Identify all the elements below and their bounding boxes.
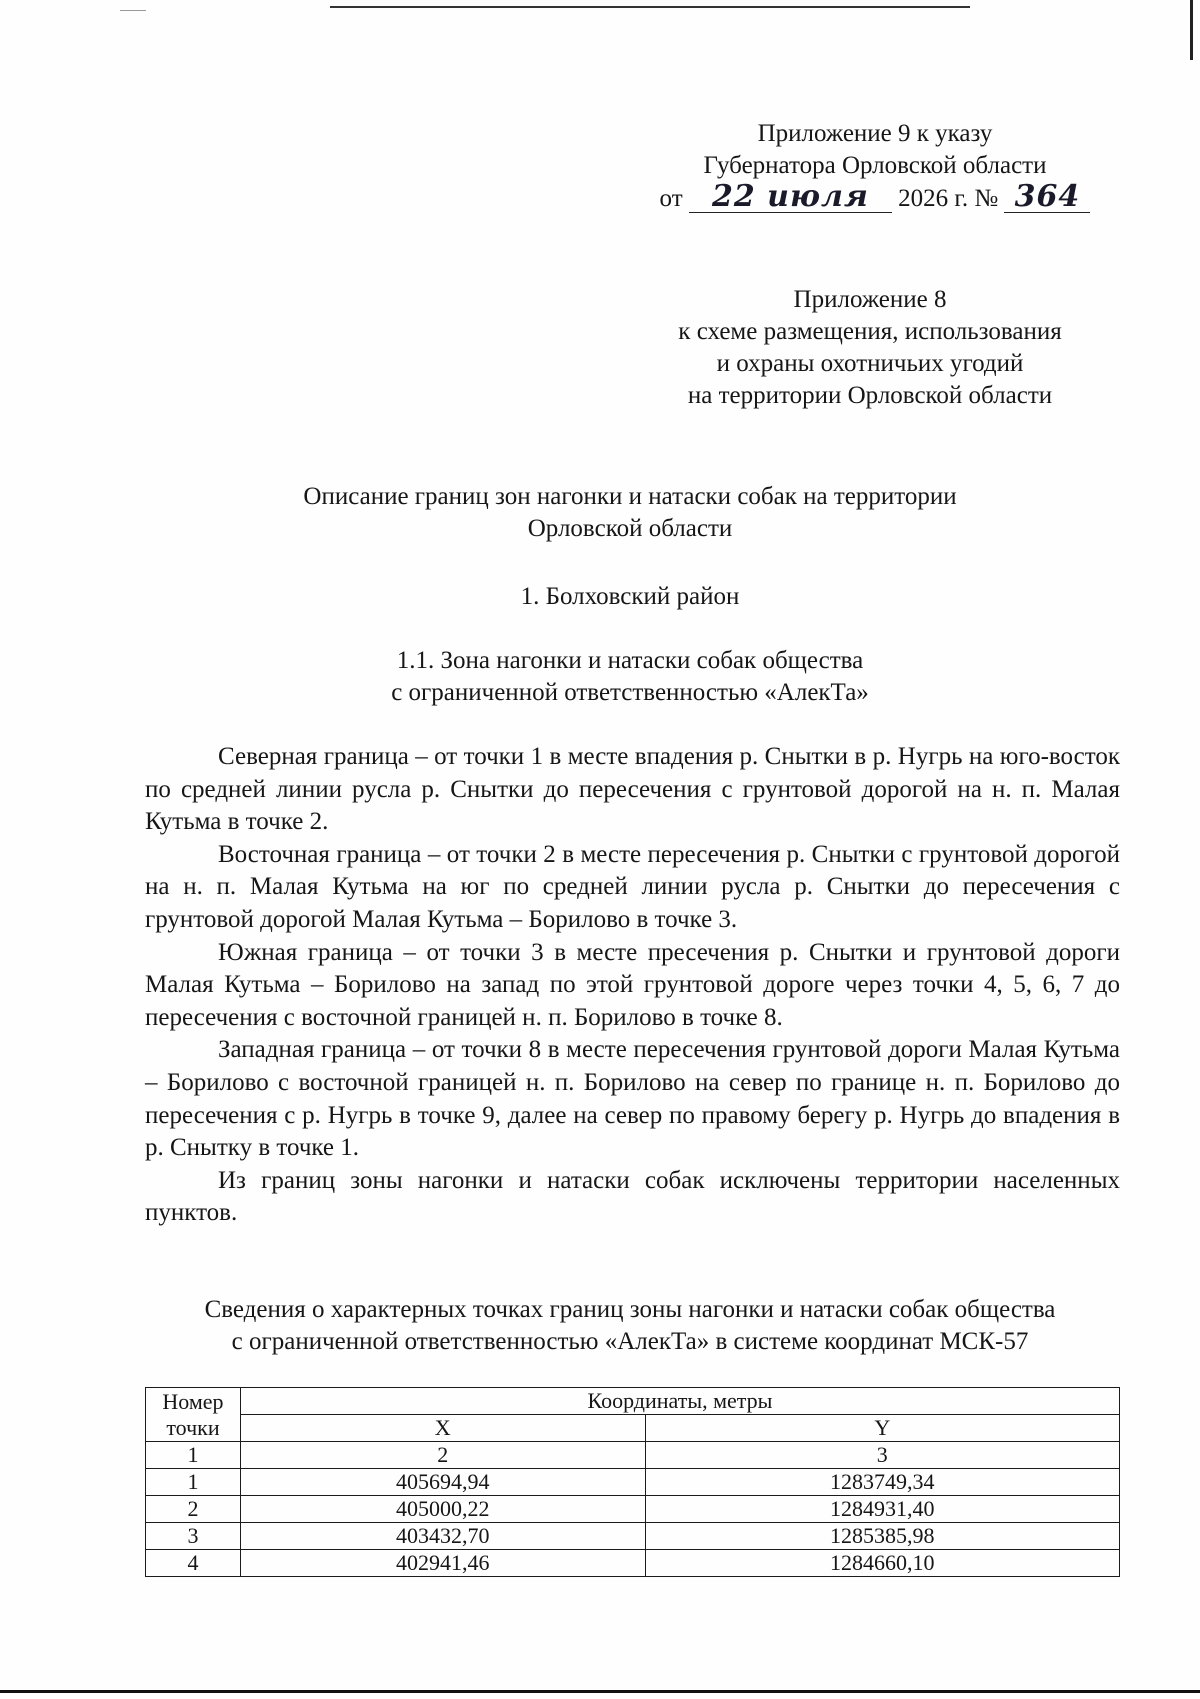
appendix-9-line: Приложение 9 к указу — [757, 120, 993, 147]
scan-edge-line — [0, 1690, 1200, 1693]
point-number-header-line: точки — [166, 1414, 220, 1440]
point-number-header — [146, 1388, 241, 1442]
coordinates-header: Координаты, метры — [240, 1388, 1119, 1415]
northern-boundary-paragraph: Северная граница – от точки 1 в месте впадения р. Снытки в р. Нугрь на юго-восток по средней линии русла р. Снытки до пересечения с грунтовой дорогой на н. п. Малая Кутьма в точке 2. — [145, 743, 1120, 836]
scan-mark — [120, 10, 146, 11]
handwritten-date: 22 июля — [689, 182, 892, 213]
eastern-boundary-paragraph: Восточная граница – от точки 2 в месте пересечения р. Снытки с грунтовой дорогой на н. п. Малая Кутьма на юг по средней линии русла р. Снытки до пересечения с грунтовой дорогой Малая Кутьма – Борилово в точке 3. — [145, 840, 1120, 933]
western-boundary-paragraph: Западная граница – от точки 8 в месте пересечения грунтовой дороги Малая Кутьма – Борилово с восточной границей н. п. Борилово на север по границе н. п. Борилово до пересечения с р. Нугрь в точке 9, далее на север по правому берегу р. Нугрь до впадения в р. Снытку в точке 1. — [145, 1036, 1120, 1162]
appendix-9-header — [610, 118, 1140, 215]
table-row — [146, 1550, 1120, 1577]
handwritten-decree-number: 364 — [1004, 182, 1090, 213]
column-number: 2 — [240, 1442, 645, 1469]
document-title-line: Описание границ зон нагонки и натаски собак на территории — [303, 483, 957, 510]
x-coordinate-cell: 403432,70 — [240, 1523, 645, 1550]
x-coordinate-cell: 405694,94 — [240, 1469, 645, 1496]
appendix-8-line: к схеме размещения, использования — [678, 318, 1062, 345]
coordinates-table — [145, 1387, 1120, 1577]
table-row — [146, 1523, 1120, 1550]
y-coordinate-cell: 1283749,34 — [645, 1469, 1119, 1496]
southern-boundary-paragraph: Южная граница – от точки 3 в месте пресечения р. Снытки и грунтовой дороги Малая Кутьма – Борилово на запад по этой грунтовой дороге через точки 4, 5, 6, 7 до пересечения с восточной границей н. п. Борилово в точке 8. — [145, 938, 1120, 1031]
table-header-row — [146, 1415, 1120, 1442]
table-header-row — [146, 1388, 1120, 1415]
appendix-8-line: и охраны охотничьих угодий — [716, 350, 1024, 377]
boundary-description — [145, 741, 1120, 1230]
date-prefix: от — [659, 185, 683, 212]
point-number-cell: 2 — [146, 1496, 241, 1523]
scan-edge-line — [330, 6, 970, 8]
table-caption — [130, 1294, 1130, 1358]
point-number-header-line: Номер — [162, 1388, 224, 1414]
x-header: X — [240, 1415, 645, 1442]
column-number: 1 — [146, 1442, 241, 1469]
appendix-9-line: Губернатора Орловской области — [703, 152, 1047, 179]
point-number-cell: 1 — [146, 1469, 241, 1496]
point-number-cell: 3 — [146, 1523, 241, 1550]
scan-edge-line — [1190, 0, 1193, 60]
decree-date-line — [610, 179, 1140, 215]
y-coordinate-cell: 1285385,98 — [645, 1523, 1119, 1550]
appendix-8-line: Приложение 8 — [793, 286, 947, 313]
x-coordinate-cell: 405000,22 — [240, 1496, 645, 1523]
appendix-8-line: на территории Орловской области — [687, 382, 1053, 409]
document-title — [130, 481, 1130, 545]
table-caption-line: с ограниченной ответственностью «АлекТа» в системе координат МСК-57 — [231, 1328, 1029, 1355]
y-header: Y — [645, 1415, 1119, 1442]
section-heading: 1. Болховский район — [520, 583, 740, 610]
point-number-cell: 4 — [146, 1550, 241, 1577]
x-coordinate-cell: 402941,46 — [240, 1550, 645, 1577]
table-caption-line: Сведения о характерных точках границ зоны нагонки и натаски собак общества — [204, 1296, 1056, 1323]
subsection-heading — [130, 645, 1130, 709]
appendix-8-header — [620, 284, 1120, 412]
table-row — [146, 1469, 1120, 1496]
y-coordinate-cell: 1284931,40 — [645, 1496, 1119, 1523]
column-number: 3 — [645, 1442, 1119, 1469]
date-year: 2026 г. № — [898, 185, 999, 212]
column-number-row — [146, 1442, 1120, 1469]
exclusion-paragraph: Из границ зоны нагонки и натаски собак исключены территории населенных пунктов. — [145, 1166, 1120, 1227]
y-coordinate-cell: 1284660,10 — [645, 1550, 1119, 1577]
document-title-line: Орловской области — [527, 515, 733, 542]
subsection-heading-line: 1.1. Зона нагонки и натаски собак общества — [396, 647, 864, 674]
table-row — [146, 1496, 1120, 1523]
subsection-heading-line: с ограниченной ответственностью «АлекТа» — [391, 679, 869, 706]
